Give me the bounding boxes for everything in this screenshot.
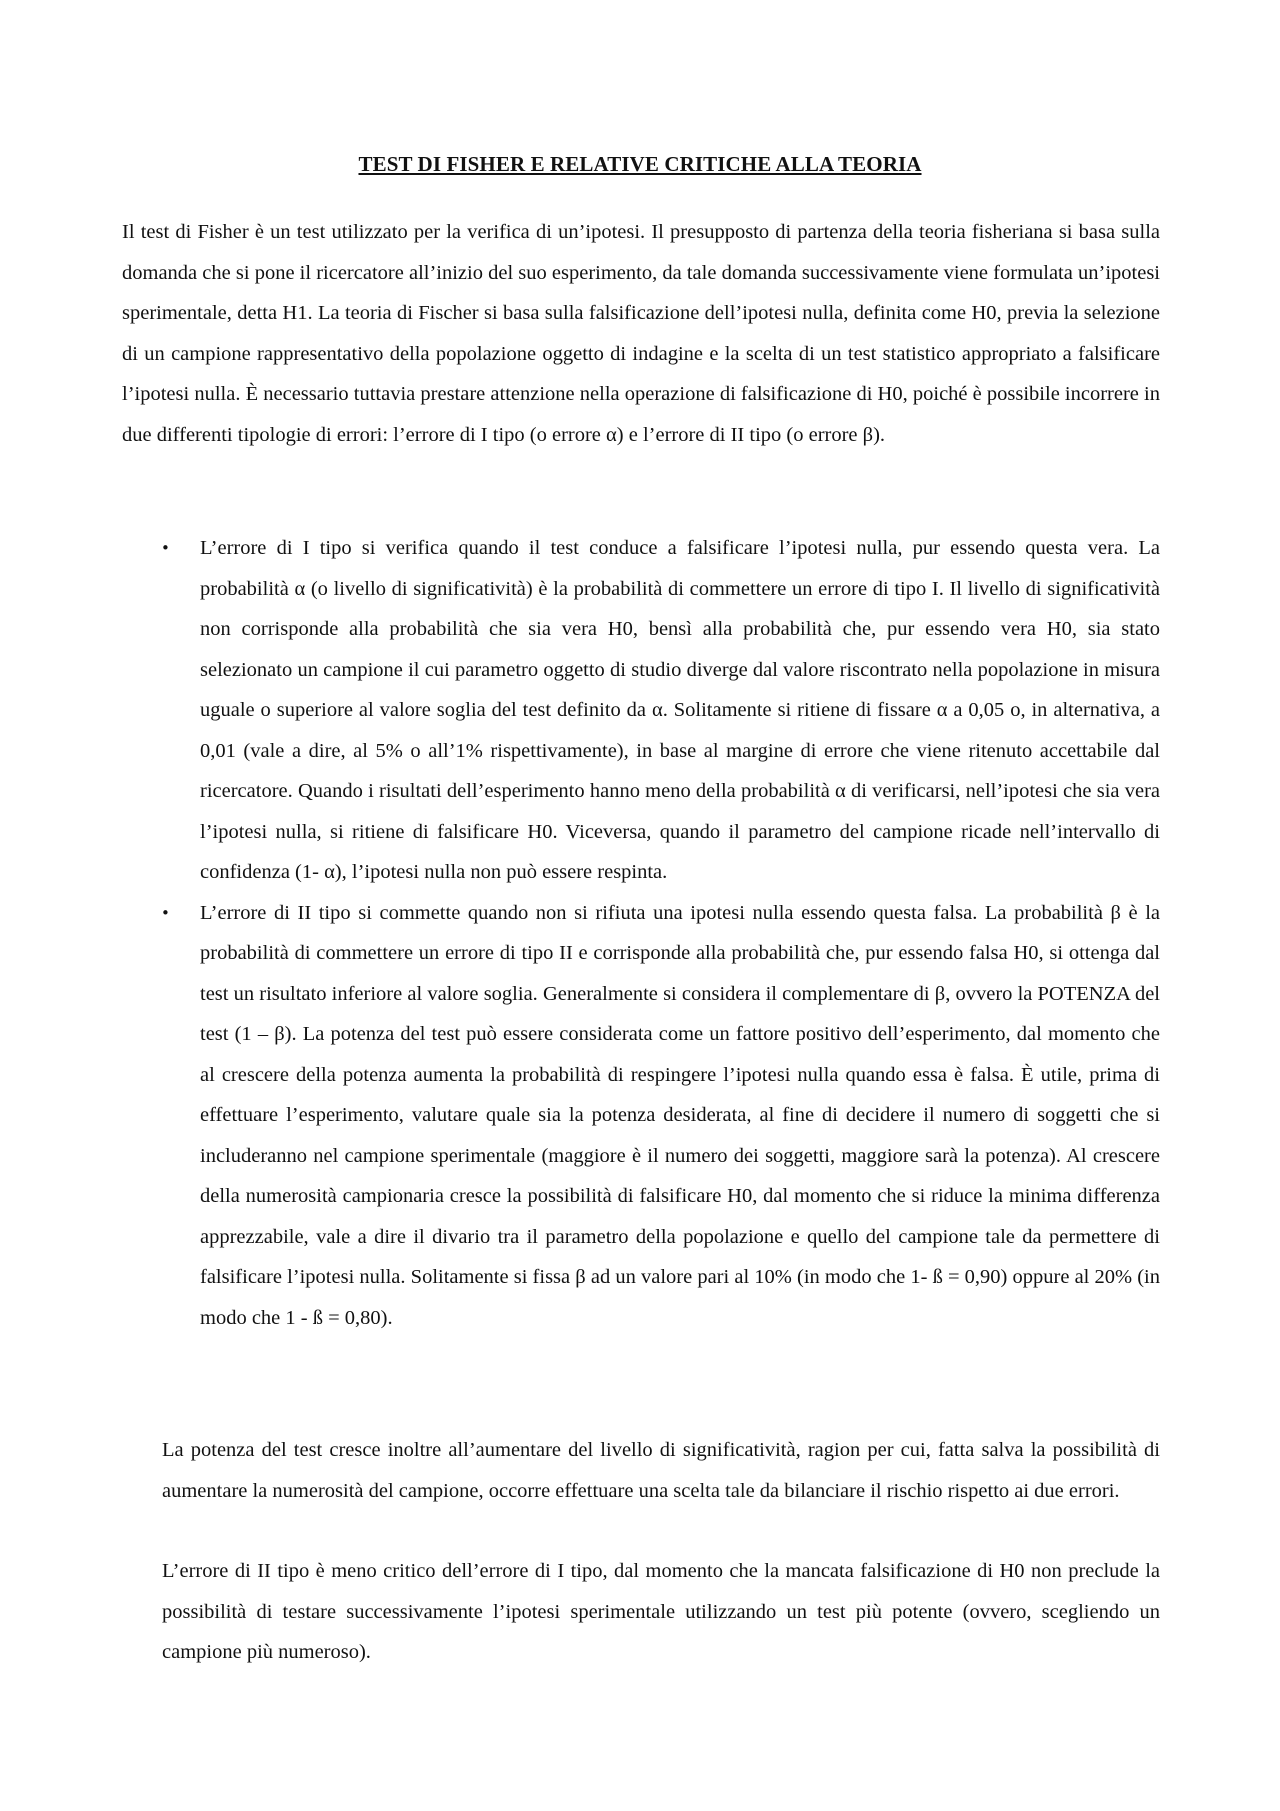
conclusion-paragraph: L’errore di II tipo è meno critico dell’errore di I tipo, dal momento che la mancata falsificazione di H0 non preclude la possibilità di testare successivamente l’ipotesi sperimentale utilizzando un test più potente (ovvero, scegliendo un campione più numeroso). <box>162 1560 1160 1663</box>
bullet-text-type-two-error: L’errore di II tipo si commette quando non si rifiuta una ipotesi nulla essendo questa falsa. La probabilità β è la probabilità di commettere un errore di tipo II e corrisponde alla probabilità che, pur essendo falsa H0, si ottenga dal test un risultato inferiore al valore soglia. Generalmente si considera il complementare di β, ovvero la POTENZA del test (1 – β). La potenza del test può essere considerata come un fattore positivo dell’esperimento, dal momento che al crescere della potenza aumenta la probabilità di respingere l’ipotesi nulla quando essa è falsa. È utile, prima di effettuare l’esperimento, valutare quale sia la potenza desiderata, al fine di decidere il numero di soggetti che si includeranno nel campione sperimentale (maggiore è il numero dei soggetti, maggiore sarà la potenza). Al crescere della numerosità campionaria cresce la possibilità di falsificare H0, dal momento che si riduce la minima differenza apprezzabile, vale a dire il divario tra il parametro della popolazione e quello del campione tale da permettere di falsificare l’ipotesi nulla. Solitamente si fissa β ad un valore pari al 10% (in modo che 1- ß = 0,90) oppure al 20% (in modo che 1 - ß = 0,80). <box>200 901 1160 1329</box>
power-paragraph: La potenza del test cresce inoltre all’aumentare del livello di significatività, ragion per cui, fatta salva la possibilità di aumentare la numerosità del campione, occorre effettuare una scelta tale da bilanciare il rischio rispetto ai due errori. <box>162 1439 1160 1502</box>
bullet-list <box>0 528 1280 1338</box>
bullet-icon: • <box>161 539 170 557</box>
bullet-icon: • <box>161 903 170 922</box>
document-title: TEST DI FISHER E RELATIVE CRITICHE ALLA TEORIA <box>358 152 922 176</box>
intro-paragraph: Il test di Fisher è un test utilizzato per la verifica di un’ipotesi. Il presupposto di partenza della teoria fisheriana si basa sulla domanda che si pone il ricercatore all’inizio del suo esperimento, da tale domanda successivamente viene formulata un’ipotesi sperimentale, detta H1. La teoria di Fischer si basa sulla falsificazione dell’ipotesi nulla, definita come H0, previa la selezione di un campione rappresentativo della popolazione oggetto di indagine e la scelta di un test statistico appropriato a falsificare l’ipotesi nulla. È necessario tuttavia prestare attenzione nella operazione di falsificazione di H0, poiché è possibile incorrere in due differenti tipologie di errori: l’errore di I tipo (o errore α) e l’errore di II tipo (o errore β). <box>122 221 1160 446</box>
bullet-item-type-two-error <box>161 893 1160 1339</box>
bullet-text-type-one-error: L’errore di I tipo si verifica quando il test conduce a falsificare l’ipotesi nulla, pur essendo questa vera. La probabilità α (o livello di significatività) è la probabilità di commettere un errore di tipo I. Il livello di significatività non corrisponde alla probabilità che sia vera H0, bensì alla probabilità che, pur essendo vera H0, sia stato selezionato un campione il cui parametro oggetto di studio diverge dal valore riscontrato nella popolazione in misura uguale o superiore al valore soglia del test definito da α. Solitamente si ritiene di fissare α a 0,05 o, in alternativa, a 0,01 (vale a dire, al 5% o all’1% rispettivamente), in base al margine di errore che viene ritenuto accettabile dal ricercatore. Quando i risultati dell’esperimento hanno meno della probabilità α di verificarsi, nell’ipotesi che sia vera l’ipotesi nulla, si ritiene di falsificare H0. Viceversa, quando il parametro del campione ricade nell’intervallo di confidenza (1- α), l’ipotesi nulla non può essere respinta. <box>200 537 1160 883</box>
bullet-item-type-one-error <box>161 528 1160 893</box>
